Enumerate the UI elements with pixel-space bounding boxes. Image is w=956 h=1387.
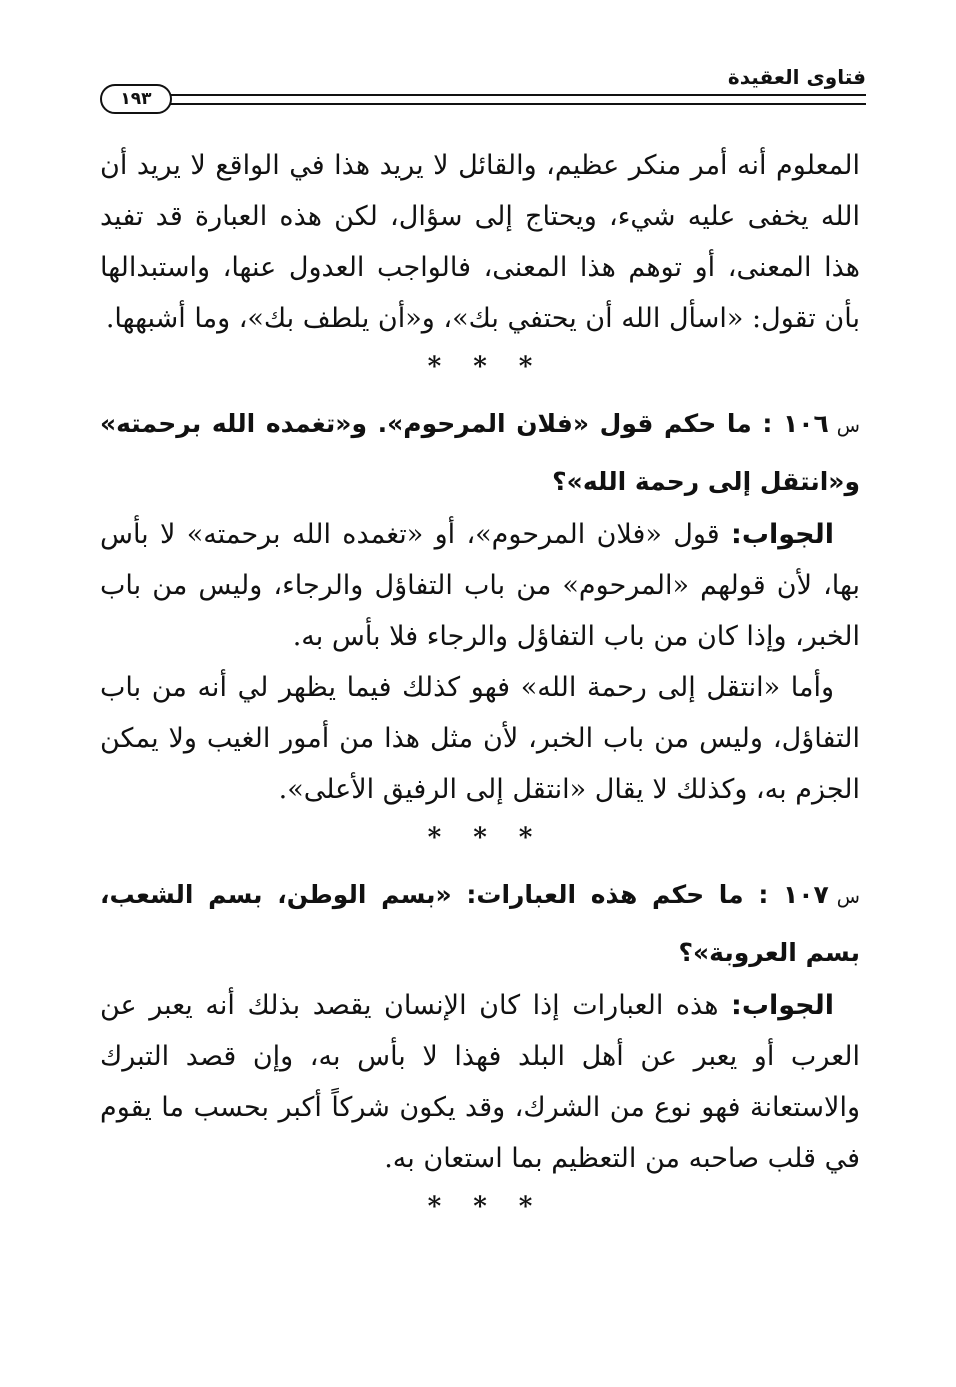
- page-body: [100, 140, 860, 1230]
- page-number: ١٩٣: [100, 84, 172, 114]
- answer-107-paragraph-1: [100, 980, 860, 1184]
- question-marker: س: [836, 886, 860, 908]
- question-106-text: ١٠٦ : ما حكم قول «فلان المرحوم». و«تغمده الله برحمته» و«انتقل إلى رحمة الله»؟: [100, 409, 860, 496]
- header-rule: [168, 94, 866, 105]
- answer-106-text-1: قول «فلان المرحوم»، أو «تغمده الله برحمته» لا بأس بها، لأن قولهم «المرحوم» من باب التفاؤل والرجاء، وليس من باب الخبر، وإذا كان من باب التفاؤل والرجاء فلا بأس به.: [100, 519, 860, 652]
- question-107: [100, 867, 860, 980]
- answer-label: الجواب:: [731, 519, 834, 550]
- question-marker: س: [836, 415, 860, 437]
- section-separator: ***: [427, 823, 565, 853]
- answer-106-paragraph-2: وأما «انتقل إلى رحمة الله» فهو كذلك فيما يظهر لي أنه من باب التفاؤل، وليس من باب الخبر، لأن مثل هذا من أمور الغيب ولا يمكن الجزم به، وكذلك لا يقال «انتقل إلى الرفيق الأعلى».: [100, 672, 860, 805]
- answer-107-text-1: هذه العبارات إذا كان الإنسان يقصد بذلك أنه يعبر عن العرب أو يعبر عن أهل البلد فهذا لا بأس به، وإن قصد التبرك والاستعانة فهو نوع من الشرك، وقد يكون شركاً أكبر بحسب ما يقوم في قلب صاحبه من التعظيم بما استعان به.: [100, 990, 860, 1174]
- section-separator: ***: [427, 352, 565, 382]
- intro-paragraph: المعلوم أنه أمر منكر عظيم، والقائل لا يريد هذا في الواقع لا يريد أن الله يخفى عليه شيء، ويحتاج إلى سؤال، لكن هذه العبارة قد تفيد هذا المعنى، أو توهم هذا المعنى، فالواجب العدول عنها، واستبدالها بأن تقول: «اسأل الله أن يحتفي بك»، و«أن يلطف بك»، وما أشبهها.: [100, 150, 860, 334]
- running-title: فتاوى العقيدة: [727, 65, 866, 89]
- question-106: [100, 396, 860, 509]
- section-separator: ***: [427, 1192, 565, 1222]
- question-107-text: ١٠٧ : ما حكم هذه العبارات: «بسم الوطن، بسم الشعب، بسم العروبة»؟: [100, 880, 860, 967]
- answer-label: الجواب:: [731, 990, 834, 1021]
- page-header: [100, 62, 866, 112]
- answer-106-paragraph-1: [100, 509, 860, 662]
